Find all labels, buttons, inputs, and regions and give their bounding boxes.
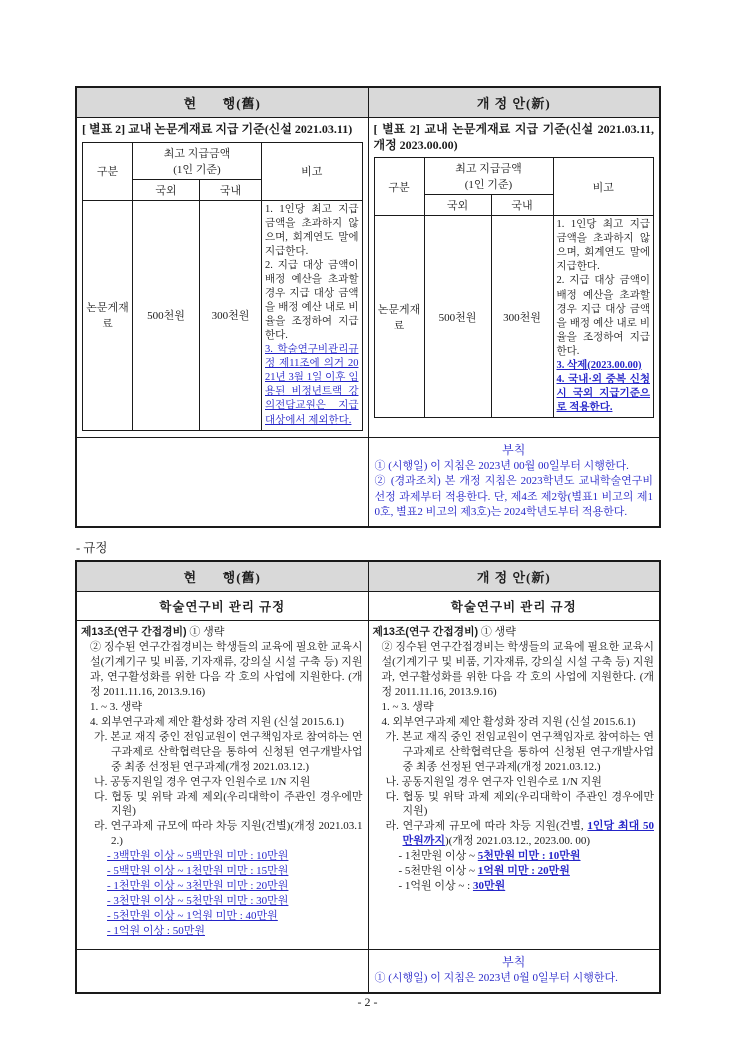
text-segment: 3. 삭제(2023.00.00) [556, 359, 642, 371]
col-amount-header [424, 158, 553, 195]
text-segment: 제13조(연구 간접경비) [372, 626, 479, 639]
row-category: 논문게재료 [374, 216, 424, 418]
paragraph [373, 790, 655, 820]
text-segment: 라. 연구과제 규모에 따라 차등 지원(건별, [385, 820, 588, 833]
row-category: 논문게재료 [83, 200, 133, 430]
paragraph [81, 879, 363, 894]
overseas-amount: 500천원 [133, 200, 200, 430]
text-segment: )(개정 2021.03.12., 2023.00. 00) [445, 835, 591, 848]
col-overseas-header: 국외 [424, 195, 491, 216]
paragraph [557, 274, 651, 358]
regulation-body-revised [368, 621, 660, 950]
text-segment: ② (경과조치) 본 개정 지침은 2023학년도 교내학술연구비 선정 과제부터 적용한다. 단, 제4조 제2항(별표1 비고의 제10호, 별표2 비고의 제3호)는 2024학년도부터 적용한다. [374, 475, 653, 519]
paragraph [81, 790, 363, 820]
text-segment: ② 징수된 연구간접경비는 학생들의 교육에 필요한 교육시설(기계기구 및 비품, 기자재류, 강의실 시설 구축 등) 지원과, 연구활성화를 위한 다음 각 호의 사업에 지원한다. (개정 2011.11.16, 2013.9.16) [90, 640, 363, 698]
appendix-current-cell [76, 118, 368, 438]
revised-column-header: 개 정 안(新) [368, 561, 660, 592]
appendix-title-current: [ 별표 2] 교내 논문게재료 지급 기준(신설 2021.03.11) [82, 122, 353, 136]
text-segment: 4. 국내·외 중복 신청시 국외 지급기준으로 적용한다. [556, 373, 650, 413]
addendum-lines [375, 459, 654, 521]
col-note-header: 비고 [553, 158, 654, 216]
appendix-revised-cell [368, 118, 660, 438]
paragraph [81, 819, 363, 849]
paragraph [373, 864, 655, 879]
addendum-cell [368, 950, 660, 993]
paragraph [373, 625, 655, 640]
table-header-row [76, 87, 660, 118]
paragraph [557, 218, 651, 274]
paragraph [557, 359, 651, 373]
text-segment: ② 징수된 연구간접경비는 학생들의 교육에 필요한 교육시설(기계기구 및 비품, 기자재류, 강의실 시설 구축 등) 지원과, 연구활성화를 위한 다음 각 호의 사업에 지원한다. (개정 2011.11.16, 2013.9.16) [381, 640, 654, 698]
appendix-title-revised: [ 별표 2] 교내 논문게재료 지급 기준(신설 2021.03.11, 개정 2023.00.00) [373, 122, 654, 152]
paragraph [373, 879, 655, 894]
paragraph [265, 203, 359, 259]
addendum-empty-cell [76, 950, 368, 993]
overseas-amount: 500천원 [424, 216, 491, 418]
regulation-title-row [76, 592, 660, 621]
addendum-title: 부칙 [502, 442, 526, 457]
addendum-row [76, 950, 660, 993]
current-column-header: 현 행(舊) [76, 87, 368, 118]
current-column-header: 현 행(舊) [76, 561, 368, 592]
page-number: - 2 - [357, 995, 378, 1009]
addendum-cell [368, 437, 660, 527]
text-segment: ① (시행일) 이 지침은 2023년 0월 0일부터 시행한다. [374, 972, 618, 985]
text-segment: - 3천만원 이상 ~ 5천만원 미만 : 30만원 [107, 895, 289, 908]
text-segment: 4. 외부연구과제 제안 활성화 장려 지원 (신설 2015.6.1) [381, 715, 636, 728]
paragraph [81, 909, 363, 924]
text-segment: 다. 협동 및 위탁 과제 제외(우리대학이 주관인 경우에만 지원) [94, 790, 363, 818]
paragraph [373, 775, 655, 790]
regulation-body-current [76, 621, 368, 950]
paragraph [375, 474, 654, 521]
text-segment: 가. 본교 재직 중인 전임교원이 연구책임자로 참여하는 연구과제로 산학협력단을 통하여 신청된 연구개발사업 중 최종 선정된 연구과제(개정 2021.03.12.) [94, 730, 363, 773]
text-segment: ① 생략 [186, 626, 225, 639]
paragraph [81, 640, 363, 700]
text-segment: 라. 연구과제 규모에 따라 차등 지원(건별)(개정 2021.03.12.) [94, 820, 363, 848]
paragraph [373, 730, 655, 775]
text-segment: 3. 학술연구비관리규정 제11조에 의거 2021년 3월 1일 이후 임용된 비정년트랙 강의전담교원은 지급 대상에서 제외한다. [265, 344, 359, 426]
text-segment: 2. 지급 대상 금액이 배정 예산을 초과할 경우 지급 대상 금액을 배정 예산 내로 비율을 조정하여 지급한다. [265, 259, 359, 342]
regulation-title-current: 학술연구비 관리 규정 [76, 592, 368, 621]
text-segment: - 5천만원 이상 ~ 1억원 미만 : 40만원 [107, 910, 278, 923]
amount-header-line2: (1인 기준) [173, 163, 221, 176]
paragraph [557, 373, 651, 415]
paragraph [373, 849, 655, 864]
text-segment: - 5백만원 이상 ~ 1천만원 미만 : 15만원 [107, 865, 289, 878]
text-segment: 30만원 [472, 880, 506, 893]
amount-header-line1: 최고 지급금액 [455, 163, 522, 176]
paragraph [81, 924, 363, 939]
notes-cell [262, 200, 363, 430]
appendix-comparison-table [75, 86, 661, 528]
col-category-header: 구분 [374, 158, 424, 216]
document-content [75, 86, 661, 994]
addendum-row [76, 437, 660, 527]
text-segment: - 1억원 이상 : 50만원 [107, 925, 205, 938]
text-segment: 다. 협동 및 위탁 과제 제외(우리대학이 주관인 경우에만 지원) [385, 790, 654, 818]
paragraph [81, 625, 363, 640]
addendum-title: 부칙 [502, 955, 526, 970]
col-category-header: 구분 [83, 142, 133, 200]
text-segment: 2. 지급 대상 금액이 배정 예산을 초과할 경우 지급 대상 금액을 배정 예산 내로 비율을 조정하여 지급한다. [556, 275, 650, 357]
text-segment: 1인당 최대 50만원까지 [402, 820, 654, 848]
revised-column-header: 개 정 안(新) [368, 87, 660, 118]
paragraph [81, 700, 363, 715]
paragraph [373, 700, 655, 715]
text-segment: 1억원 미만 : 20만원 [477, 865, 570, 878]
addendum-lines [375, 971, 654, 987]
regulation-comparison-table [75, 560, 661, 994]
col-note-header: 비고 [262, 142, 363, 200]
text-segment: - 1천만원 이상 ~ 3천만원 미만 : 20만원 [107, 880, 289, 893]
paragraph [81, 775, 363, 790]
regulation-body-row [76, 621, 660, 950]
text-segment: 가. 본교 재직 중인 전임교원이 연구책임자로 참여하는 연구과제로 산학협력단을 통하여 신청된 연구개발사업 중 최종 선정된 연구과제(개정 2021.03.12.) [385, 730, 654, 773]
paragraph [375, 459, 654, 475]
paragraph [81, 849, 363, 864]
paragraph [81, 715, 363, 730]
text-segment: 나. 공동지원일 경우 연구자 인원수로 1/N 지원 [385, 775, 602, 788]
paragraph [81, 894, 363, 909]
domestic-amount: 300천원 [491, 216, 553, 418]
text-segment: - 1억원 이상 ~ : [398, 880, 473, 893]
regulation-title-revised: 학술연구비 관리 규정 [368, 592, 660, 621]
notes-cell [553, 216, 654, 418]
text-segment: 1. 1인당 최고 지급 금액을 초과하지 않으며, 회계연도 말에 지급한다. [265, 203, 359, 257]
text-segment: - 3백만원 이상 ~ 5백만원 미만 : 10만원 [107, 850, 289, 863]
col-domestic-header: 국내 [200, 179, 262, 200]
col-domestic-header: 국내 [491, 195, 553, 216]
paragraph [81, 864, 363, 879]
paragraph [373, 640, 655, 700]
domestic-amount: 300천원 [200, 200, 262, 430]
appendix-body-row [76, 118, 660, 438]
addendum-empty-cell [76, 437, 368, 527]
text-segment: 1. ~ 3. 생략 [90, 700, 142, 713]
amount-header-line1: 최고 지급금액 [163, 147, 231, 160]
section-label: - 규정 [76, 541, 108, 556]
text-segment: 나. 공동지원일 경우 연구자 인원수로 1/N 지원 [94, 775, 311, 788]
table-header-row [76, 561, 660, 592]
payment-table-current [82, 142, 363, 431]
text-segment: ① 생략 [478, 626, 516, 639]
text-segment: - 5천만원 이상 ~ [398, 865, 478, 878]
text-segment: - 1천만원 이상 ~ [398, 850, 478, 863]
text-segment: 1. 1인당 최고 지급 금액을 초과하지 않으며, 회계연도 말에 지급한다. [556, 219, 650, 273]
text-segment: 4. 외부연구과제 제안 활성화 장려 지원 (신설 2015.6.1) [90, 715, 344, 728]
payment-table-revised [374, 157, 655, 418]
paragraph [265, 259, 359, 343]
col-amount-header [133, 142, 262, 179]
text-segment: 5천만원 미만 : 10만원 [477, 850, 581, 863]
paragraph [373, 715, 655, 730]
paragraph [81, 730, 363, 775]
text-segment: 제13조(연구 간접경비) [81, 626, 187, 639]
paragraph [265, 343, 359, 427]
paragraph [373, 819, 655, 849]
paragraph [375, 971, 654, 987]
text-segment: ① (시행일) 이 지침은 2023년 00월 00일부터 시행한다. [374, 459, 629, 472]
text-segment: 1. ~ 3. 생략 [381, 700, 434, 713]
col-overseas-header: 국외 [133, 179, 200, 200]
amount-header-line2: (1인 기준) [464, 179, 513, 192]
